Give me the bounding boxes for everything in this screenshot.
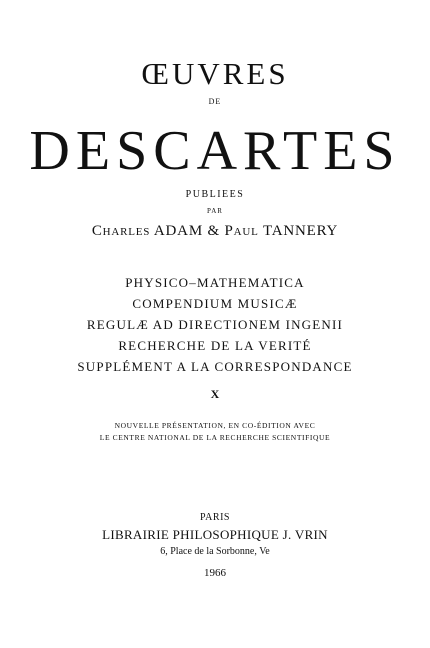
work-title: PHYSICO–MATHEMATICA: [125, 275, 305, 290]
author-surname: DESCARTES: [29, 120, 401, 182]
edition-note-line: LE CENTRE NATIONAL DE LA RECHERCHE SCIENTIFIQUE: [99, 433, 331, 442]
publisher-name: LIBRAIRIE PHILOSOPHIQUE J. VRIN: [102, 527, 328, 542]
work-title: REGULÆ AD DIRECTIONEM INGENII: [86, 317, 344, 332]
volume-number: X: [210, 387, 220, 401]
work-title: SUPPLÉMENT A LA CORRESPONDANCE: [77, 359, 353, 374]
editors-line: Charles ADAM & Paul TANNERY: [91, 223, 339, 239]
publication-city: PARIS: [200, 512, 230, 523]
publication-year: 1966: [204, 567, 226, 579]
publisher-address: 6, Place de la Sorbonne, Ve: [160, 546, 270, 557]
preposition: DE: [208, 97, 222, 106]
work-title: COMPENDIUM MUSICÆ: [132, 296, 298, 311]
edition-note-line: NOUVELLE PRÉSENTATION, EN CO-ÉDITION AVEC: [114, 421, 316, 430]
collection-title: ŒUVRES: [141, 56, 289, 91]
work-title: RECHERCHE DE LA VERITÉ: [118, 338, 312, 353]
by-label: PAR: [207, 207, 223, 215]
published-label: PUBLIEES: [185, 189, 245, 200]
